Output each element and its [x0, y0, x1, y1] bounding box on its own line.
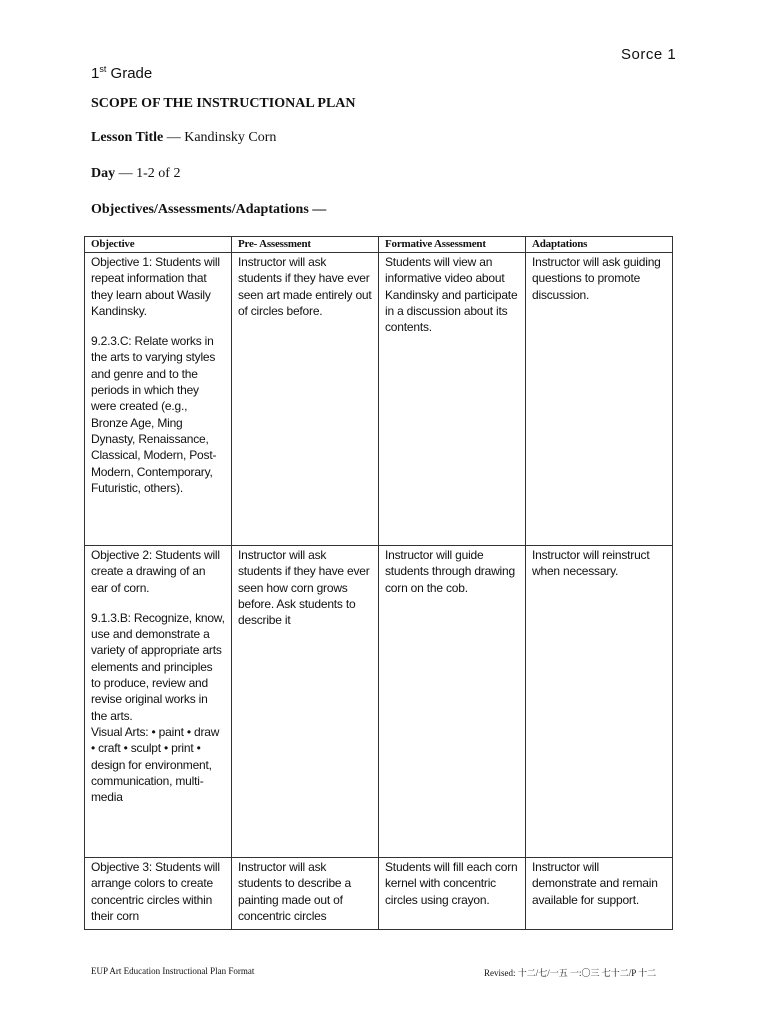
lesson-title-value: Kandinsky Corn: [184, 130, 277, 145]
objective-text: Objective 1: Students will repeat information that they learn about Wasily Kandinsky.: [91, 255, 220, 318]
objective-cell: [85, 546, 232, 858]
day-separator: —: [115, 166, 137, 181]
scope-heading: SCOPE OF THE INSTRUCTIONAL PLAN: [91, 96, 356, 111]
day-line: [91, 166, 180, 182]
lesson-title-separator: —: [163, 130, 185, 145]
table-row: [85, 253, 673, 546]
formative-assessment-cell: Students will fill each corn kernel with concentric circles using crayon.: [379, 858, 526, 930]
table-header-row: [85, 237, 673, 253]
day-label: Day: [91, 166, 116, 181]
header-pre-assessment: Pre- Assessment: [232, 237, 379, 253]
header-objective: Objective: [85, 237, 232, 253]
objectives-heading: Objectives/Assessments/Adaptations —: [91, 202, 327, 217]
source-label: Sorce 1: [621, 46, 677, 63]
adaptations-cell: Instructor will ask guiding questions to promote discussion.: [526, 253, 673, 546]
formative-assessment-cell: Students will view an informative video about Kandinsky and participate in a discussion about its contents.: [379, 253, 526, 546]
grade-number: 1: [91, 65, 100, 82]
header-adaptations: Adaptations: [526, 237, 673, 253]
objective-standard: 9.2.3.C: Relate works in the arts to varying styles and genre and to the periods in which they were created (e.g., Bronze Age, Ming Dynasty, Renaissance, Classical, Modern, Post-Modern, Contemporary, Futuristic, others).: [91, 334, 217, 495]
footer-format-label: EUP Art Education Instructional Plan Format: [91, 966, 255, 976]
adaptations-cell: Instructor will demonstrate and remain available for support.: [526, 858, 673, 930]
day-value: 1-2 of 2: [136, 166, 181, 181]
instructional-plan-table: [84, 236, 673, 930]
footer-revised-label: Revised: 十二/七/一五 一:〇三 七十二/P 十二: [484, 968, 657, 978]
table-row: [85, 546, 673, 858]
grade-label: [91, 64, 152, 82]
pre-assessment-cell: Instructor will ask students to describe a painting made out of concentric circles: [232, 858, 379, 930]
objective-visual-arts: Visual Arts: • paint • draw • craft • sculpt • print • design for environment, communication, multi-media: [91, 724, 220, 805]
lesson-title-line: [91, 130, 276, 146]
header-formative-assessment: Formative Assessment: [379, 237, 526, 253]
lesson-title-label: Lesson Title: [91, 130, 164, 145]
grade-word: Grade: [110, 65, 153, 82]
adaptations-cell: Instructor will reinstruct when necessary.: [526, 546, 673, 858]
objective-cell: Objective 3: Students will arrange colors to create concentric circles within their corn: [85, 858, 232, 930]
objective-cell: [85, 253, 232, 546]
grade-suffix: st: [99, 64, 107, 74]
formative-assessment-cell: Instructor will guide students through drawing corn on the cob.: [379, 546, 526, 858]
objective-text: Objective 2: Students will create a drawing of an ear of corn.: [91, 548, 220, 595]
table-row: [85, 858, 673, 930]
pre-assessment-cell: Instructor will ask students if they have ever seen how corn grows before. Ask students to describe it: [232, 546, 379, 858]
objective-standard: 9.1.3.B: Recognize, know, use and demonstrate a variety of appropriate arts elements and principles to produce, review and revise original works in the arts.: [91, 610, 225, 723]
pre-assessment-cell: Instructor will ask students if they have ever seen art made entirely out of circles before.: [232, 253, 379, 546]
